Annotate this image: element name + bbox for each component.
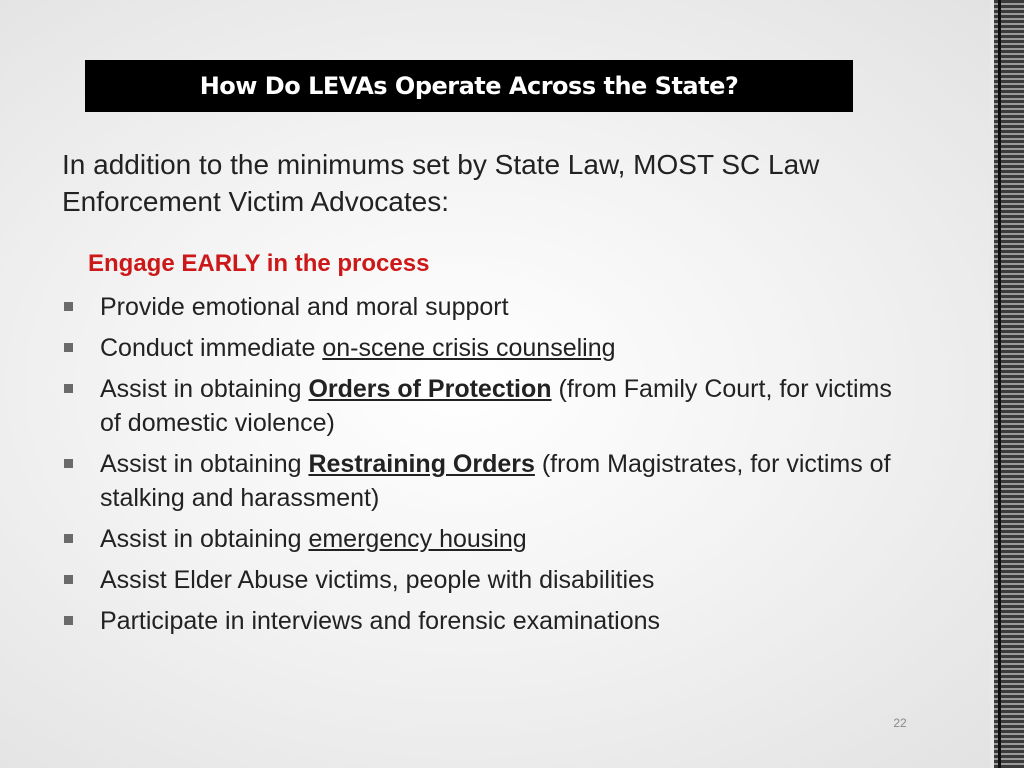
square-bullet-icon	[64, 302, 73, 311]
list-item-text: Participate in interviews and forensic examinations	[100, 607, 660, 635]
list-item-text-tail: (from Magistrates, for victims of stalking and harassment)	[100, 450, 891, 512]
bold-underlined-term: Orders of Protection	[308, 375, 552, 403]
list-item	[62, 563, 892, 597]
intro-paragraph: In addition to the minimums set by State Law, MOST SC Law Enforcement Victim Advocates:	[62, 149, 820, 217]
subheading: Engage EARLY in the process	[88, 250, 430, 277]
square-bullet-icon	[64, 459, 73, 468]
list-item-text: Assist in obtaining	[100, 375, 309, 403]
square-bullet-icon	[64, 534, 73, 543]
list-item-text: Assist in obtaining	[100, 450, 309, 478]
list-item-text-tail: (from Family Court, for victims of domestic violence)	[100, 375, 892, 437]
list-item	[62, 290, 892, 324]
square-bullet-icon	[64, 616, 73, 625]
list-item	[62, 372, 892, 440]
list-item-text: Provide emotional and moral support	[100, 293, 509, 321]
list-item	[62, 604, 892, 638]
bold-underlined-term: Restraining Orders	[308, 450, 535, 478]
slide-title: How Do LEVAs Operate Across the State?	[85, 60, 853, 112]
square-bullet-icon	[64, 343, 73, 352]
square-bullet-icon	[64, 575, 73, 584]
bullet-list	[62, 290, 892, 645]
list-item	[62, 447, 892, 515]
underlined-term: on-scene crisis counseling	[322, 334, 616, 362]
list-item	[62, 331, 892, 365]
page-number: 22	[893, 716, 907, 730]
list-item-text: Assist Elder Abuse victims, people with disabilities	[100, 566, 655, 594]
decorative-border	[990, 0, 1024, 768]
list-item	[62, 522, 892, 556]
underlined-term: emergency housing	[308, 525, 527, 553]
list-item-text: Conduct immediate	[100, 334, 323, 362]
square-bullet-icon	[64, 384, 73, 393]
list-item-text: Assist in obtaining	[100, 525, 309, 553]
